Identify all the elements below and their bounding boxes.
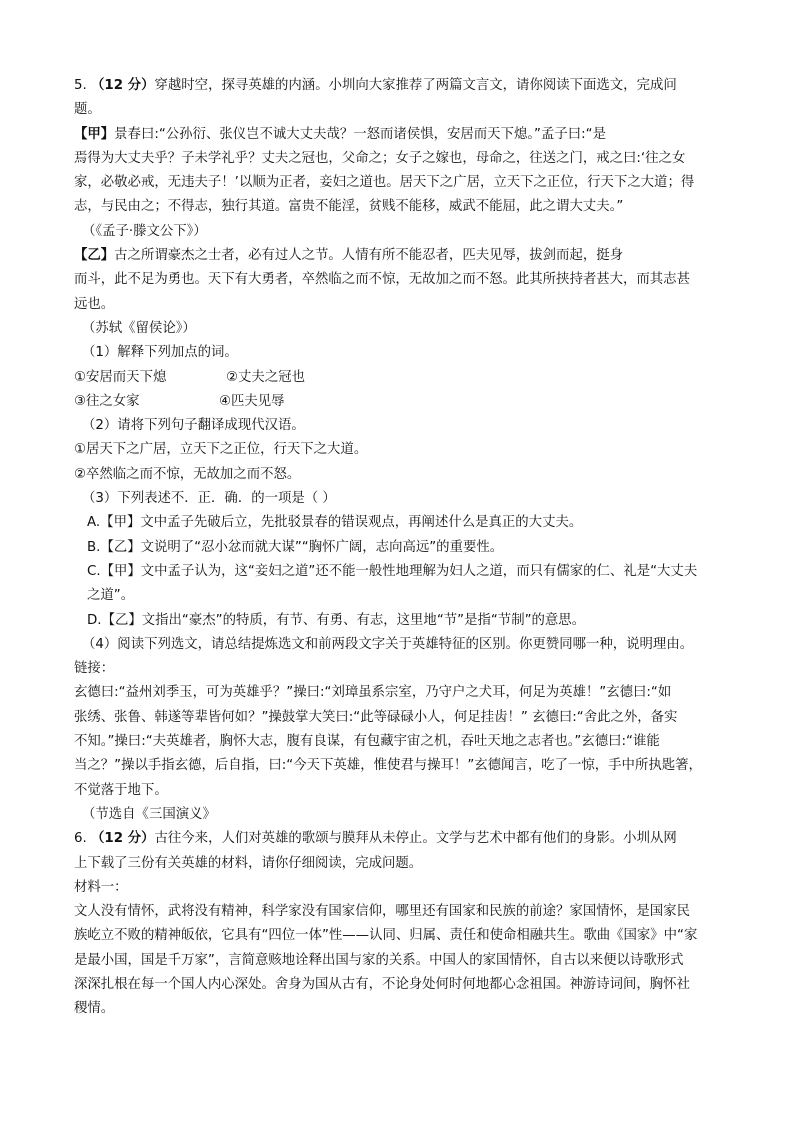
passage-jia-line: [74, 123, 724, 147]
question-6-header: [74, 827, 724, 851]
passage-yi-line: 而斗，此不足为勇也。天下有大勇者，卒然临之而不惊，无故加之而不怒。此其所挟持者甚大，而其志甚: [74, 272, 690, 288]
word-items-row: [74, 366, 724, 390]
option-a: A.【甲】文中孟子先破后立，先批驳景春的错误观点，再阐述什么是真正的大丈夫。: [87, 515, 583, 531]
word-item: ③往之女家: [74, 393, 140, 409]
passage-jia-line: 焉得为大丈夫乎？子未学礼乎？丈夫之冠也，父命之；女子之嫁也，母命之，往送之门，戒之曰:‘往之女: [74, 150, 686, 166]
passage-tag: 【乙】: [74, 248, 115, 264]
question-score: （12 分）: [91, 831, 155, 847]
link-passage-line: 玄德曰:“益州刘季玉，可为英雄乎？”操曰:“刘璋虽系宗室，乃守户之犬耳，何足为英雄！”玄德曰:“如: [74, 685, 672, 701]
passage-source: （《孟子·滕文公下》）: [82, 223, 207, 239]
link-label: 链接：: [74, 661, 115, 677]
link-passage-line: 当之？”操以手指玄德，后自指，曰:“今天下英雄，惟使君与操耳！”玄德闻言，吃了一惊，手中所执匙箸，: [74, 758, 702, 774]
material-line: 族屹立不败的精神皈依，它具有“四位一体”性——认同、归属、责任和使命相融共生。歌曲《国家》中“家: [74, 928, 698, 944]
word-item: ①安居而天下熄: [74, 369, 167, 385]
passage-jia-line: 志，与民由之；不得志，独行其道。富贵不能淫，贫贱不能移，威武不能屈，此之谓大丈夫。”: [74, 199, 624, 215]
word-items-row: [74, 390, 724, 414]
question-number: 6.: [74, 831, 92, 847]
link-passage-line: 张绣、张鲁、韩遂等辈皆何如？”操鼓掌大笑曰:“此等碌碌小人，何足挂齿！” 玄德曰:“舍此之外，备实: [74, 709, 678, 725]
passage-text: 景春曰:“公孙衍、张仪岂不诚大丈夫哉？一怒而诸侯惧，安居而天下熄。”孟子曰:“是: [114, 126, 606, 142]
sub-question-1: （1）解释下列加点的词。: [82, 345, 238, 361]
sub-question-2: （2）请将下列句子翻译成现代汉语。: [82, 418, 305, 434]
question-5-header: [74, 74, 724, 98]
sub-question-4: （4）阅读下列选文，请总结提炼选文和前两段文字关于英雄特征的区别。你更赞同哪一种，说明理由。: [82, 636, 694, 652]
question-number: 5.: [74, 78, 92, 93]
option-b: B.【乙】文说明了“忍小忿而就大谋”“胸怀广阔，志向高远”的重要性。: [87, 539, 504, 555]
option-c-cont: 之道”。: [87, 588, 135, 604]
option-c: C.【甲】文中孟子认为，这“妾妇之道”还不能一般性地理解为妇人之道，而只有儒家的仁、礼是“大丈夫: [87, 563, 698, 579]
passage-source: （苏轼《留侯论》）: [82, 320, 196, 336]
question-intro: 古往今来，人们对英雄的歌颂与膜拜从未停止。文学与艺术中都有他们的身影。小圳从网: [154, 831, 677, 847]
question-intro-cont: 题。: [74, 102, 101, 118]
translate-item: ①居天下之广居，立天下之正位，行天下之大道。: [74, 442, 368, 458]
translate-item: ②卒然临之而不惊，无故加之而不怒。: [74, 466, 301, 482]
word-item: ④匹夫见辱: [219, 393, 285, 409]
exam-page: [74, 74, 724, 1022]
material-line: 是最小国，国是千万家”，言简意赅地诠释出国与家的关系。中国人的家国情怀，自古以来便以诗歌形式: [74, 952, 684, 968]
passage-yi-line: [74, 244, 724, 268]
option-d: D.【乙】文指出“豪杰”的特质，有节、有勇、有志，这里地“节”是指“节制”的意思。: [87, 612, 586, 628]
material-label: 材料一：: [74, 879, 128, 895]
sub-question-3: （3）下列表述不．正．确．的一项是（ ）: [82, 491, 336, 507]
question-intro: 穿越时空，探寻英雄的内涵。小圳向大家推荐了两篇文言文，请你阅读下面选文，完成问: [154, 78, 677, 93]
material-line: 文人没有情怀，武将没有精神，科学家没有国家信仰，哪里还有国家和民族的前途？家国情怀，是国家民: [74, 904, 690, 920]
passage-jia-line: 家，必敬必戒，无违夫子！’以顺为正者，妾妇之道也。居天下之广居，立天下之正位，行天下之大道；得: [74, 175, 695, 191]
link-passage-line: 不觉落于地下。: [74, 782, 168, 798]
passage-source: （节选自《三国演义》: [82, 806, 216, 822]
passage-yi-line: 远也。: [74, 296, 115, 312]
link-passage-line: 不知。”操曰:“夫英雄者，胸怀大志，腹有良谋，有包藏宇宙之机，吞吐天地之志者也。”玄德曰:“谁能: [74, 734, 660, 750]
passage-text: 古之所谓豪杰之士者，必有过人之节。人情有所不能忍者，匹夫见辱，拔剑而起，挺身: [114, 248, 624, 264]
question-intro-cont: 上下载了三份有关英雄的材料，请你仔细阅读，完成问题。: [74, 855, 423, 871]
passage-tag: 【甲】: [74, 126, 115, 142]
material-line: 深深扎根在每一个国人内心深处。舍身为国从古有，不论身处何时何地都心念祖国。神游诗词间，胸怀社: [74, 976, 690, 992]
material-line: 稷情。: [74, 1001, 115, 1017]
question-score: （12 分）: [91, 78, 155, 93]
word-item: ②丈夫之冠也: [226, 369, 305, 385]
